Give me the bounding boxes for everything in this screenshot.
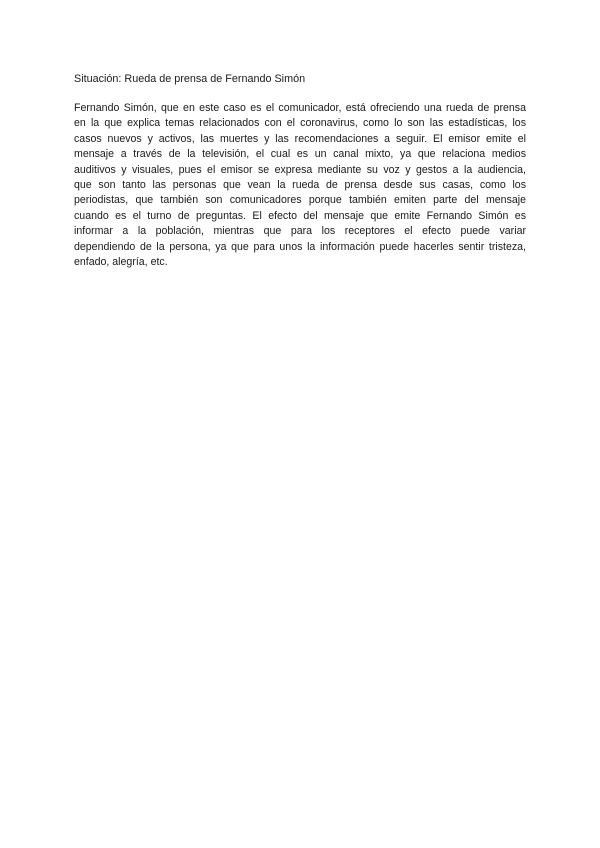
paragraph-line: que son tanto las personas que vean la rueda de prensa desde sus casas, como los [74,179,526,192]
paragraph-line: mensaje a través de la televisión, el cual es un canal mixto, ya que relaciona medios [74,148,526,161]
paragraph-line: casos nuevos y activos, las muertes y las recomendaciones a seguir. El emisor emite el [74,132,526,145]
paragraph-line: enfado, alegría, etc. [74,256,168,269]
paragraph-line: cuando es el turno de preguntas. El efecto del mensaje que emite Fernando Simón es [74,209,526,222]
paragraph-line: Fernando Simón, que en este caso es el comunicador, está ofreciendo una rueda de prensa [74,102,526,114]
paragraph-line: en la que explica temas relacionados con el coronavirus, como lo son las estadísticas, los [74,117,526,130]
document-title: Situación: Rueda de prensa de Fernando Simón [74,73,306,85]
paragraph-line: auditivos y visuales, pues el emisor se expresa mediante su voz y gestos a la audiencia, [74,163,526,176]
paragraph-line: periodistas, que también son comunicadores porque también emiten parte del mensaje [74,194,526,207]
paragraph-line: dependiendo de la persona, ya que para unos la información puede hacerles sentir tristeza, [74,240,526,253]
document-paragraph [74,101,526,270]
paragraph-line: informar a la población, mientras que para los receptores el efecto puede variar [74,225,526,238]
